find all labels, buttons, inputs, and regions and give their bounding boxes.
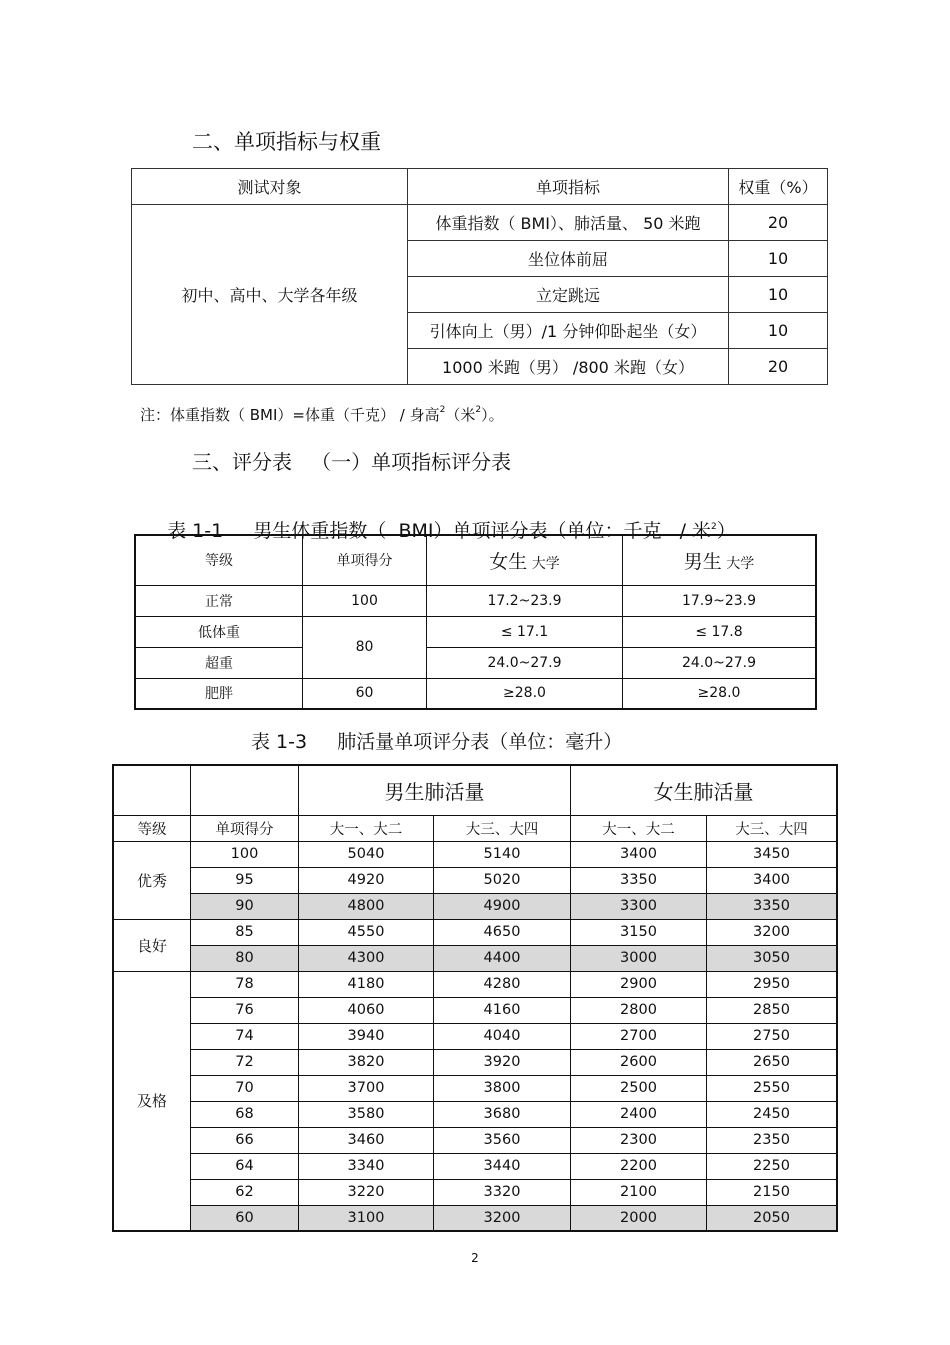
table-row [113, 997, 837, 1023]
male-y34-cell: 4900 [434, 893, 571, 919]
female-cell: 24.0~27.9 [427, 647, 623, 678]
female-cell: ≥28.0 [427, 678, 623, 709]
table-subheader-row [113, 815, 837, 841]
female-y34-cell: 2150 [707, 1179, 838, 1205]
weight-cell: 10 [729, 241, 828, 277]
header-weight: 权重（%） [729, 169, 828, 205]
grade-cell: 及格 [113, 971, 191, 1231]
female-y12-cell: 2200 [571, 1153, 707, 1179]
male-y34-cell: 3560 [434, 1127, 571, 1153]
weight-cell: 10 [729, 313, 828, 349]
header-male [623, 535, 817, 585]
note-sup-2: 2 [475, 405, 482, 415]
level-label: 大学 [726, 555, 755, 572]
female-y12-cell: 2500 [571, 1075, 707, 1101]
female-y12-cell: 2900 [571, 971, 707, 997]
score-cell: 100 [191, 841, 299, 867]
male-y34-cell: 3320 [434, 1179, 571, 1205]
table-header-row [113, 765, 837, 815]
male-y34-cell: 4160 [434, 997, 571, 1023]
level-label: 大学 [531, 555, 560, 572]
male-y12-cell: 3100 [299, 1205, 434, 1231]
weight-cell: 10 [729, 277, 828, 313]
header-blank [113, 765, 191, 815]
weight-cell: 20 [729, 205, 828, 241]
female-y34-cell: 3350 [707, 893, 838, 919]
grade-cell: 良好 [113, 919, 191, 971]
table-row [113, 1075, 837, 1101]
score-cell: 72 [191, 1049, 299, 1075]
bmi-table [134, 534, 817, 710]
table-header-row [135, 535, 816, 585]
score-cell: 76 [191, 997, 299, 1023]
table-header-row [132, 169, 828, 205]
male-y34-cell: 3680 [434, 1101, 571, 1127]
female-y34-cell: 3400 [707, 867, 838, 893]
score-cell: 100 [303, 585, 427, 616]
male-y34-cell: 5020 [434, 867, 571, 893]
score-cell: 62 [191, 1179, 299, 1205]
female-y34-cell: 3050 [707, 945, 838, 971]
table-row [113, 1179, 837, 1205]
section3-heading: 三、评分表 （一）单项指标评分表 [192, 450, 512, 474]
male-y12-cell: 3940 [299, 1023, 434, 1049]
header-subject: 测试对象 [132, 169, 408, 205]
table-row [113, 1023, 837, 1049]
female-y12-cell: 3300 [571, 893, 707, 919]
male-cell: 24.0~27.9 [623, 647, 817, 678]
caption-text: 表 1-1 男生体重指数（ BMI）单项评分表（单位：千克 / 米 [167, 520, 712, 542]
score-cell: 60 [303, 678, 427, 709]
female-y34-cell: 2650 [707, 1049, 838, 1075]
table-row [135, 678, 816, 709]
female-y12-cell: 2300 [571, 1127, 707, 1153]
female-y34-cell: 2550 [707, 1075, 838, 1101]
table-row [113, 1205, 837, 1231]
note-text: 注：体重指数（ BMI）=体重（千克） / 身高 [140, 406, 440, 424]
male-label: 男生 [683, 550, 722, 573]
grade-cell: 优秀 [113, 841, 191, 919]
indicator-cell: 立定跳远 [408, 277, 729, 313]
male-y34-cell: 4040 [434, 1023, 571, 1049]
female-y12-cell: 2100 [571, 1179, 707, 1205]
subject-text: 初中、高中、大学各年级 [181, 286, 358, 305]
male-y12-cell: 5040 [299, 841, 434, 867]
note-sup: 2 [439, 405, 446, 415]
male-cell: 17.9~23.9 [623, 585, 817, 616]
male-y12-cell: 4800 [299, 893, 434, 919]
header-male-y34: 大三、大四 [434, 815, 571, 841]
male-y34-cell: 5140 [434, 841, 571, 867]
male-y34-cell: 3920 [434, 1049, 571, 1075]
male-y12-cell: 3460 [299, 1127, 434, 1153]
table-row [113, 1153, 837, 1179]
male-y12-cell: 3580 [299, 1101, 434, 1127]
grade-cell: 肥胖 [135, 678, 303, 709]
table-row [113, 1127, 837, 1153]
male-y34-cell: 4280 [434, 971, 571, 997]
vc-table-caption: 表 1-3 肺活量单项评分表（单位：毫升） [251, 731, 623, 753]
female-y34-cell: 2250 [707, 1153, 838, 1179]
male-y12-cell: 4060 [299, 997, 434, 1023]
female-y34-cell: 2050 [707, 1205, 838, 1231]
table-row [135, 647, 816, 678]
table-row [113, 893, 837, 919]
table-row [113, 971, 837, 997]
score-cell: 80 [191, 945, 299, 971]
male-cell: ≤ 17.8 [623, 616, 817, 647]
indicator-cell: 坐位体前屈 [408, 241, 729, 277]
female-y34-cell: 3450 [707, 841, 838, 867]
header-female-y34: 大三、大四 [707, 815, 838, 841]
female-y34-cell: 2450 [707, 1101, 838, 1127]
grade-cell: 正常 [135, 585, 303, 616]
female-y12-cell: 3400 [571, 841, 707, 867]
note-text-post: ）。 [481, 406, 504, 424]
score-cell: 74 [191, 1023, 299, 1049]
header-male-y12: 大一、大二 [299, 815, 434, 841]
section2-heading: 二、单项指标与权重 [192, 130, 381, 154]
score-cell: 68 [191, 1101, 299, 1127]
grade-cell: 超重 [135, 647, 303, 678]
female-y12-cell: 2700 [571, 1023, 707, 1049]
female-y34-cell: 2750 [707, 1023, 838, 1049]
female-y12-cell: 2600 [571, 1049, 707, 1075]
header-female [427, 535, 623, 585]
male-y34-cell: 4650 [434, 919, 571, 945]
table-row [135, 616, 816, 647]
male-y12-cell: 4300 [299, 945, 434, 971]
indicator-cell: 体重指数（ BMI）、肺活量、 50 米跑 [408, 205, 729, 241]
table-row [132, 205, 828, 241]
header-grade: 等级 [113, 815, 191, 841]
male-y12-cell: 3340 [299, 1153, 434, 1179]
table-row [113, 919, 837, 945]
score-cell: 95 [191, 867, 299, 893]
score-cell: 60 [191, 1205, 299, 1231]
page-number: 2 [471, 1251, 479, 1265]
table-row [113, 945, 837, 971]
note-text-mid: （米 [445, 406, 476, 424]
male-y34-cell: 3200 [434, 1205, 571, 1231]
female-y12-cell: 2000 [571, 1205, 707, 1231]
score-cell: 64 [191, 1153, 299, 1179]
female-y12-cell: 2400 [571, 1101, 707, 1127]
female-y34-cell: 3200 [707, 919, 838, 945]
table-row [113, 841, 837, 867]
score-cell: 85 [191, 919, 299, 945]
table-row [113, 867, 837, 893]
indicator-cell: 引体向上（男）/1 分钟仰卧起坐（女） [408, 313, 729, 349]
header-female-y12: 大一、大二 [571, 815, 707, 841]
male-y12-cell: 4920 [299, 867, 434, 893]
caption-sup: 2 [711, 522, 717, 532]
female-y12-cell: 3150 [571, 919, 707, 945]
header-grade: 等级 [135, 535, 303, 585]
female-label: 女生 [489, 550, 528, 573]
male-cell: ≥28.0 [623, 678, 817, 709]
vital-capacity-table [112, 764, 838, 1232]
score-cell: 78 [191, 971, 299, 997]
header-blank [191, 765, 299, 815]
header-male-vc: 男生肺活量 [299, 765, 571, 815]
male-y12-cell: 3820 [299, 1049, 434, 1075]
weight-cell: 20 [729, 349, 828, 385]
grade-cell: 低体重 [135, 616, 303, 647]
weights-table [131, 168, 828, 385]
vc-table-body [113, 841, 837, 1231]
score-cell: 66 [191, 1127, 299, 1153]
header-score: 单项得分 [191, 815, 299, 841]
male-y34-cell: 3440 [434, 1153, 571, 1179]
male-y12-cell: 3700 [299, 1075, 434, 1101]
header-indicator: 单项指标 [408, 169, 729, 205]
female-y34-cell: 2350 [707, 1127, 838, 1153]
bmi-note [140, 404, 504, 425]
table-row [113, 1101, 837, 1127]
male-y34-cell: 3800 [434, 1075, 571, 1101]
caption-text-post: ） [716, 520, 736, 542]
male-y12-cell: 3220 [299, 1179, 434, 1205]
female-y12-cell: 2800 [571, 997, 707, 1023]
male-y12-cell: 4180 [299, 971, 434, 997]
table-row [135, 585, 816, 616]
table-row [113, 1049, 837, 1075]
female-y34-cell: 2850 [707, 997, 838, 1023]
male-y34-cell: 4400 [434, 945, 571, 971]
header-score: 单项得分 [303, 535, 427, 585]
indicator-cell: 1000 米跑（男） /800 米跑（女） [408, 349, 729, 385]
female-cell: 17.2~23.9 [427, 585, 623, 616]
header-female-vc: 女生肺活量 [571, 765, 838, 815]
female-cell: ≤ 17.1 [427, 616, 623, 647]
female-y34-cell: 2950 [707, 971, 838, 997]
female-y12-cell: 3350 [571, 867, 707, 893]
score-cell: 70 [191, 1075, 299, 1101]
score-cell: 90 [191, 893, 299, 919]
female-y12-cell: 3000 [571, 945, 707, 971]
male-y12-cell: 4550 [299, 919, 434, 945]
score-cell: 80 [303, 616, 427, 678]
subject-cell [132, 205, 408, 385]
